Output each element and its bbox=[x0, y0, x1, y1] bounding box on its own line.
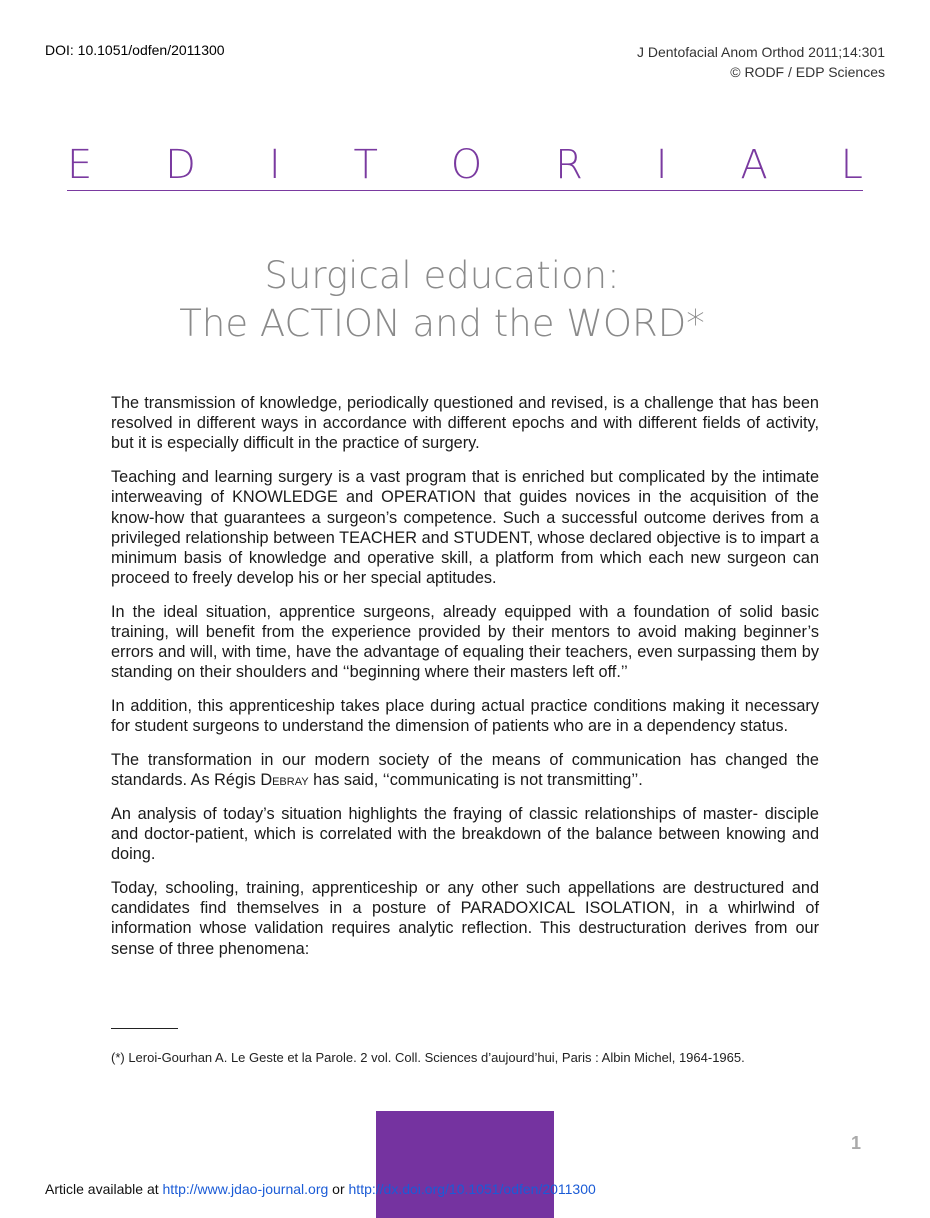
footnote: (*) Leroi-Gourhan A. Le Geste et la Parole. 2 vol. Coll. Sciences d’aujourd’hui, Paris : Albin Michel, 1964-1965. bbox=[111, 1050, 745, 1065]
article-title-line2: The ACTION and the WORD* bbox=[179, 302, 705, 345]
article-title-line1: Surgical education: bbox=[264, 254, 620, 297]
paragraph: The transmission of knowledge, periodically questioned and revised, is a challenge that has been resolved in different ways in accordance with different epochs and with different fields of activity, but it is especially difficult in the practice of surgery. bbox=[111, 394, 819, 453]
paragraph-text: has said, ‘‘communicating is not transmitting’’. bbox=[308, 771, 643, 790]
journal-link[interactable]: http://www.jdao-journal.org bbox=[162, 1181, 329, 1197]
paragraph: An analysis of today’s situation highlights the fraying of classic relationships of master- disciple and doctor-patient, which is correlated with the breakdown of the balance between knowing and doing. bbox=[111, 804, 819, 864]
footnote-divider bbox=[111, 1028, 178, 1029]
editorial-banner bbox=[67, 140, 863, 191]
paragraph: In the ideal situation, apprentice surgeons, already equipped with a foundation of solid basic training, will benefit from the experience provided by their mentors to avoid making beginner’s errors and will, with time, have the advantage of equaling their teachers, even surpassing them by standing on their shoulders and ‘‘beginning where their masters left off.’’ bbox=[111, 602, 819, 682]
banner-letter: O bbox=[450, 142, 483, 188]
banner-letter: R bbox=[555, 142, 583, 188]
decorative-purple-block bbox=[376, 1111, 554, 1218]
paragraph bbox=[111, 750, 819, 790]
doi-link[interactable]: http://dx.doi.org/10.1051/odfen/2011300 bbox=[348, 1181, 596, 1197]
journal-line: J Dentofacial Anom Orthod 2011;14:301 bbox=[636, 44, 885, 60]
copyright-line: © RODF / EDP Sciences bbox=[730, 64, 885, 80]
banner-letter: I bbox=[268, 142, 281, 188]
banner-letter: D bbox=[165, 142, 196, 188]
paragraph: In addition, this apprenticeship takes place during actual practice conditions making it necessary for student surgeons to understand the dimension of patients who are in a dependency status. bbox=[111, 697, 819, 736]
journal-citation bbox=[637, 42, 885, 82]
article-title bbox=[0, 252, 884, 348]
paragraph-text: The transformation in our modern society of the means of communication has changed the standards. As Régis bbox=[111, 751, 819, 790]
doi-label: DOI: 10.1051/odfen/2011300 bbox=[45, 42, 225, 58]
banner-letter: A bbox=[740, 142, 768, 188]
banner-letter: E bbox=[67, 142, 93, 188]
banner-letter: I bbox=[655, 142, 668, 188]
availability-or: or bbox=[328, 1181, 349, 1197]
page-number: 1 bbox=[851, 1133, 862, 1153]
banner-letter: L bbox=[840, 142, 863, 188]
paragraph: Today, schooling, training, apprenticeship or any other such appellations are destructured and candidates find themselves in a posture of PARADOXICAL ISOLATION, in a whirlwind of information whose validation requires analytic reflection. This destructuration derives from our sense of three phenomena: bbox=[111, 879, 819, 958]
article-body bbox=[111, 393, 819, 972]
paragraph: Teaching and learning surgery is a vast program that is enriched but complicated by the intimate interweaving of KNOWLEDGE and OPERATION that guides novices in the acquisition of the know-how that guarantees a surgeon’s competence. Such a successful outcome derives from a privileged relationship between TEACHER and STUDENT, whose declared objective is to impart a minimum basis of knowledge and operative skill, a platform from which each new surgeon can proceed to freely develop his or her special aptitudes. bbox=[111, 468, 819, 588]
banner-letter: T bbox=[353, 142, 378, 188]
author-name: Debray bbox=[260, 771, 309, 790]
availability-prefix: Article available at bbox=[45, 1181, 163, 1197]
availability-line bbox=[45, 1181, 596, 1197]
